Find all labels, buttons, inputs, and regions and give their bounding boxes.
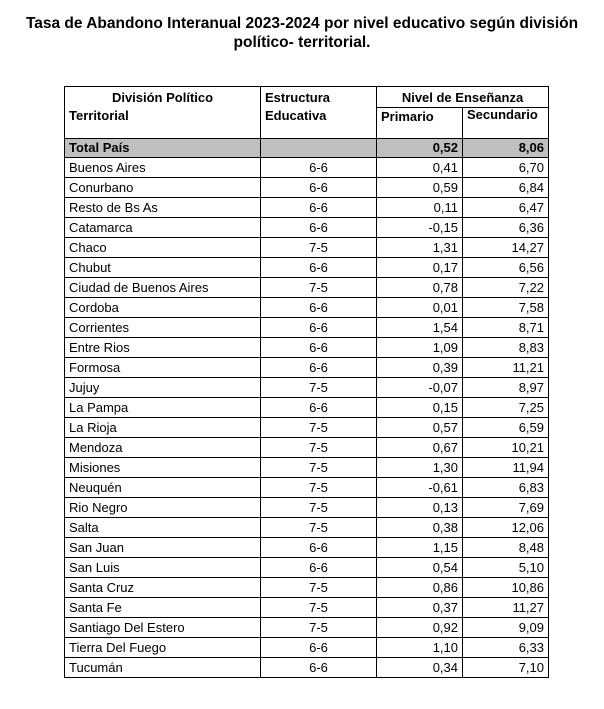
table-row: [65, 358, 549, 378]
row-secundario: 7,69: [463, 498, 549, 518]
total-row: [65, 139, 549, 158]
row-name: Tucumán: [65, 658, 261, 678]
table-row: [65, 478, 549, 498]
row-estructura: 6-6: [261, 638, 377, 658]
row-estructura: 7-5: [261, 278, 377, 298]
row-name: Rio Negro: [65, 498, 261, 518]
table-row: [65, 638, 549, 658]
row-name: Mendoza: [65, 438, 261, 458]
row-secundario: 7,25: [463, 398, 549, 418]
row-secundario: 6,47: [463, 198, 549, 218]
row-primario: -0,15: [377, 218, 463, 238]
row-estructura: 6-6: [261, 398, 377, 418]
header-division-line2: Territorial: [69, 108, 129, 123]
row-estructura: 7-5: [261, 418, 377, 438]
table-row: [65, 198, 549, 218]
header-secundario: Secundario: [463, 108, 549, 139]
row-primario: 0,78: [377, 278, 463, 298]
row-name: San Luis: [65, 558, 261, 578]
header-division-line1: División Político: [111, 90, 214, 105]
row-estructura: 6-6: [261, 198, 377, 218]
row-name: Ciudad de Buenos Aires: [65, 278, 261, 298]
row-estructura: 7-5: [261, 598, 377, 618]
row-primario: 1,54: [377, 318, 463, 338]
table-row: [65, 438, 549, 458]
table-row: [65, 378, 549, 398]
header-primario: Primario: [377, 108, 463, 139]
row-primario: 0,17: [377, 258, 463, 278]
row-primario: 0,39: [377, 358, 463, 378]
row-secundario: 10,21: [463, 438, 549, 458]
row-primario: -0,61: [377, 478, 463, 498]
row-primario: 0,57: [377, 418, 463, 438]
row-secundario: 14,27: [463, 238, 549, 258]
row-primario: 1,31: [377, 238, 463, 258]
row-name: Formosa: [65, 358, 261, 378]
row-secundario: 11,94: [463, 458, 549, 478]
row-estructura: 6-6: [261, 338, 377, 358]
row-estructura: 6-6: [261, 558, 377, 578]
total-primario: 0,52: [377, 139, 463, 158]
header-estructura-line2: Educativa: [265, 108, 327, 123]
table-row: [65, 218, 549, 238]
table-row: [65, 498, 549, 518]
row-estructura: 6-6: [261, 158, 377, 178]
row-estructura: 6-6: [261, 358, 377, 378]
row-estructura: 7-5: [261, 478, 377, 498]
row-name: Catamarca: [65, 218, 261, 238]
table-row: [65, 278, 549, 298]
row-name: Buenos Aires: [65, 158, 261, 178]
row-primario: 1,15: [377, 538, 463, 558]
row-secundario: 6,70: [463, 158, 549, 178]
row-primario: 0,15: [377, 398, 463, 418]
table-row: [65, 178, 549, 198]
header-row-top: [65, 87, 549, 108]
table-row: [65, 538, 549, 558]
row-estructura: 6-6: [261, 318, 377, 338]
row-secundario: 6,84: [463, 178, 549, 198]
header-estructura-line1: Estructura: [265, 90, 331, 105]
table-row: [65, 578, 549, 598]
table-row: [65, 398, 549, 418]
table-row: [65, 618, 549, 638]
row-estructura: 6-6: [261, 218, 377, 238]
row-name: La Rioja: [65, 418, 261, 438]
row-estructura: 6-6: [261, 538, 377, 558]
table-row: [65, 338, 549, 358]
row-primario: 1,10: [377, 638, 463, 658]
total-estructura: [261, 139, 377, 158]
table-row: [65, 298, 549, 318]
row-primario: 1,30: [377, 458, 463, 478]
row-secundario: 6,59: [463, 418, 549, 438]
row-primario: 0,01: [377, 298, 463, 318]
row-name: Neuquén: [65, 478, 261, 498]
row-secundario: 11,27: [463, 598, 549, 618]
total-secundario: 8,06: [463, 139, 549, 158]
row-primario: 0,13: [377, 498, 463, 518]
row-primario: 0,54: [377, 558, 463, 578]
row-estructura: 7-5: [261, 458, 377, 478]
row-estructura: 7-5: [261, 498, 377, 518]
abandono-table: [64, 86, 549, 678]
table-row: [65, 558, 549, 578]
row-name: Corrientes: [65, 318, 261, 338]
row-estructura: 7-5: [261, 518, 377, 538]
row-primario: 1,09: [377, 338, 463, 358]
row-name: Jujuy: [65, 378, 261, 398]
row-secundario: 6,83: [463, 478, 549, 498]
row-estructura: 7-5: [261, 238, 377, 258]
row-secundario: 8,83: [463, 338, 549, 358]
row-secundario: 8,48: [463, 538, 549, 558]
row-name: Conurbano: [65, 178, 261, 198]
row-secundario: 12,06: [463, 518, 549, 538]
row-name: Santa Fe: [65, 598, 261, 618]
row-secundario: 6,36: [463, 218, 549, 238]
total-name: Total País: [65, 139, 261, 158]
table-row: [65, 158, 549, 178]
row-secundario: 8,71: [463, 318, 549, 338]
row-primario: 0,11: [377, 198, 463, 218]
header-estructura: [261, 87, 377, 139]
row-secundario: 7,22: [463, 278, 549, 298]
row-name: San Juan: [65, 538, 261, 558]
row-estructura: 6-6: [261, 658, 377, 678]
table-row: [65, 518, 549, 538]
row-name: Entre Rios: [65, 338, 261, 358]
row-estructura: 6-6: [261, 178, 377, 198]
row-secundario: 9,09: [463, 618, 549, 638]
row-estructura: 6-6: [261, 298, 377, 318]
row-primario: 0,92: [377, 618, 463, 638]
row-primario: 0,86: [377, 578, 463, 598]
row-secundario: 6,56: [463, 258, 549, 278]
row-name: Misiones: [65, 458, 261, 478]
row-name: La Pampa: [65, 398, 261, 418]
table-row: [65, 318, 549, 338]
row-primario: 0,67: [377, 438, 463, 458]
row-secundario: 5,10: [463, 558, 549, 578]
document-title: Tasa de Abandono Interanual 2023-2024 por nivel educativo según división político- territorial.: [25, 15, 579, 51]
row-secundario: 7,10: [463, 658, 549, 678]
row-secundario: 8,97: [463, 378, 549, 398]
header-nivel: Nivel de Enseñanza: [377, 87, 549, 108]
row-secundario: 7,58: [463, 298, 549, 318]
row-primario: 0,37: [377, 598, 463, 618]
table-row: [65, 658, 549, 678]
row-secundario: 10,86: [463, 578, 549, 598]
row-name: Tierra Del Fuego: [65, 638, 261, 658]
table-row: [65, 418, 549, 438]
row-estructura: 6-6: [261, 258, 377, 278]
row-estructura: 7-5: [261, 438, 377, 458]
row-name: Santa Cruz: [65, 578, 261, 598]
row-name: Resto de Bs As: [65, 198, 261, 218]
row-name: Santiago Del Estero: [65, 618, 261, 638]
row-estructura: 7-5: [261, 578, 377, 598]
row-estructura: 7-5: [261, 378, 377, 398]
row-name: Cordoba: [65, 298, 261, 318]
row-name: Chaco: [65, 238, 261, 258]
row-estructura: 7-5: [261, 618, 377, 638]
table-row: [65, 458, 549, 478]
row-secundario: 11,21: [463, 358, 549, 378]
row-primario: 0,41: [377, 158, 463, 178]
row-primario: 0,38: [377, 518, 463, 538]
table-row: [65, 238, 549, 258]
header-division: [65, 87, 261, 139]
row-primario: 0,59: [377, 178, 463, 198]
row-primario: -0,07: [377, 378, 463, 398]
row-primario: 0,34: [377, 658, 463, 678]
row-name: Salta: [65, 518, 261, 538]
table-row: [65, 598, 549, 618]
table-row: [65, 258, 549, 278]
row-name: Chubut: [65, 258, 261, 278]
row-secundario: 6,33: [463, 638, 549, 658]
